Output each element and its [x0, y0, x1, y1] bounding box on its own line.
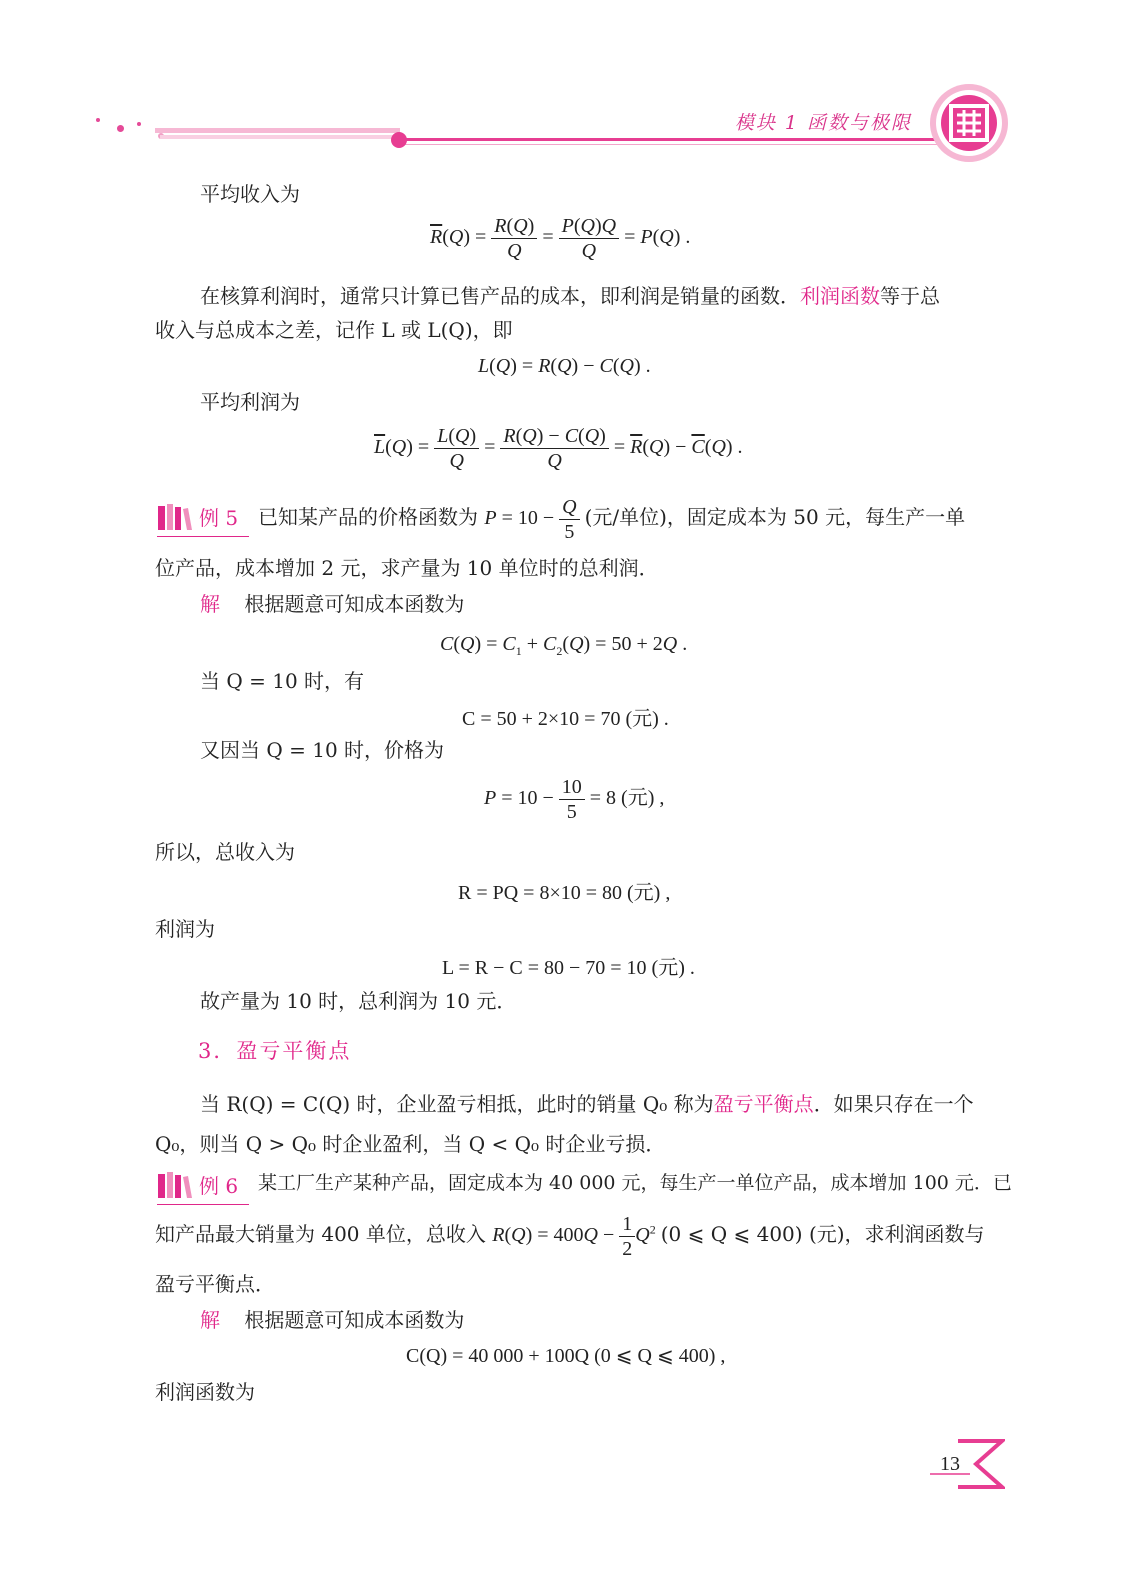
equation-price-5: P = 10 − $\frac{Q}{5}$ [484, 507, 584, 529]
profit-function-label: 利润函数为 [155, 1380, 255, 1404]
avg-profit-label: 平均利润为 [200, 390, 300, 414]
equation-profit: L(Q) = R(Q) − C(Q) . [478, 355, 651, 377]
equation-revenue-6: R(Q) = 400Q − $\frac{1}{2}$ $Q^2$ [492, 1213, 656, 1260]
equation-avg-revenue: $\overline{R}(Q)$ = $\frac{R(Q)}{Q}$ = $\frac{P(Q)Q}{Q}$ = P(Q) . [430, 215, 691, 262]
chapter-emblem-icon [928, 82, 1010, 164]
so-total-revenue: 所以，总收入为 [155, 840, 295, 864]
profit-paragraph-line2: 收入与总成本之差，记作 L 或 L(Q)，即 [155, 318, 513, 342]
term-break-even-point: 盈亏平衡点 [713, 1092, 814, 1116]
example-5-line2: 位产品，成本增加 2 元，求产量为 10 单位时的总利润． [155, 556, 659, 580]
example-5-line1: 已知某产品的价格函数为 P = 10 − $\frac{Q}{5}$ (元/单位)，固定成本为 50 元，每生产一单 [258, 496, 966, 543]
break-even-paragraph-line1: 当 R(Q) = C(Q) 时，企业盈亏相抵，此时的销量 Q₀ 称为盈亏平衡点．如果只存在一个 [200, 1092, 974, 1116]
example-6-line1: 某工厂生产某种产品，固定成本为 40 000 元，每生产一单位产品，成本增加 100 元．已 [258, 1172, 1012, 1194]
books-icon [157, 1171, 193, 1199]
section-heading-3: 3．盈亏平衡点 [198, 1039, 352, 1063]
example-6-line2: 知产品最大销量为 400 单位，总收入 R(Q) = 400Q − $\frac{1}{2}$ $Q^2$ (0 ⩽ Q ⩽ 400) (元)，求利润函数与 [155, 1213, 985, 1260]
books-icon [157, 503, 193, 531]
page-number: 13 [940, 1453, 960, 1475]
solution-5-line1: 解 根据题意可知成本函数为 [200, 592, 465, 616]
solution-label: 解 [200, 592, 220, 616]
header-rule [400, 138, 940, 141]
when-q-10: 当 Q = 10 时，有 [200, 669, 365, 693]
header-bar-light [160, 135, 395, 139]
equation-avg-profit: $\overline{L}(Q)$ = $\frac{L(Q)}{Q}$ = $\frac{R(Q) - C(Q)}{Q}$ = $\overline{R}(Q) - \overline{C}(Q)$ . [374, 425, 743, 472]
header-knob [391, 132, 407, 148]
equation-cost-value: C = 50 + 2×10 = 70 (元) . [462, 708, 669, 730]
equation-profit-value: L = R − C = 80 − 70 = 10 (元) . [442, 957, 695, 979]
avg-revenue-label: 平均收入为 [200, 182, 300, 206]
example-5-conclusion: 故产量为 10 时，总利润为 10 元． [200, 989, 517, 1013]
profit-paragraph-line1: 在核算利润时，通常只计算已售产品的成本，即利润是销量的函数．利润函数等于总 [200, 284, 940, 308]
break-even-paragraph-line2: Q₀，则当 Q > Q₀ 时企业盈利，当 Q < Q₀ 时企业亏损． [155, 1132, 666, 1156]
example-6-tag: 例 6 [157, 1170, 238, 1199]
equation-cost-5: $C(Q) = C_1 + C_2(Q) = 50 + 2Q$ . [440, 633, 688, 658]
term-profit-function: 利润函数 [800, 284, 880, 308]
solution-6-line1: 解 根据题意可知成本函数为 [200, 1308, 465, 1332]
chapter-title: 模块 1 函数与极限 [734, 112, 912, 134]
header-bar [155, 128, 400, 133]
example-5-tag: 例 5 [157, 502, 238, 531]
solution-label: 解 [200, 1308, 220, 1332]
equation-revenue-value: R = PQ = 8×10 = 80 (元) , [458, 882, 671, 904]
header-rule-thin [400, 144, 940, 145]
equation-price-value: P = 10 − $\frac{10}{5}$ = 8 (元) , [484, 776, 665, 823]
example-6-line3: 盈亏平衡点． [155, 1272, 275, 1296]
profit-is-label: 利润为 [155, 917, 215, 941]
equation-cost-6: C(Q) = 40 000 + 100Q (0 ⩽ Q ⩽ 400) , [406, 1345, 726, 1367]
again-when-q-10: 又因当 Q = 10 时，价格为 [200, 738, 445, 762]
